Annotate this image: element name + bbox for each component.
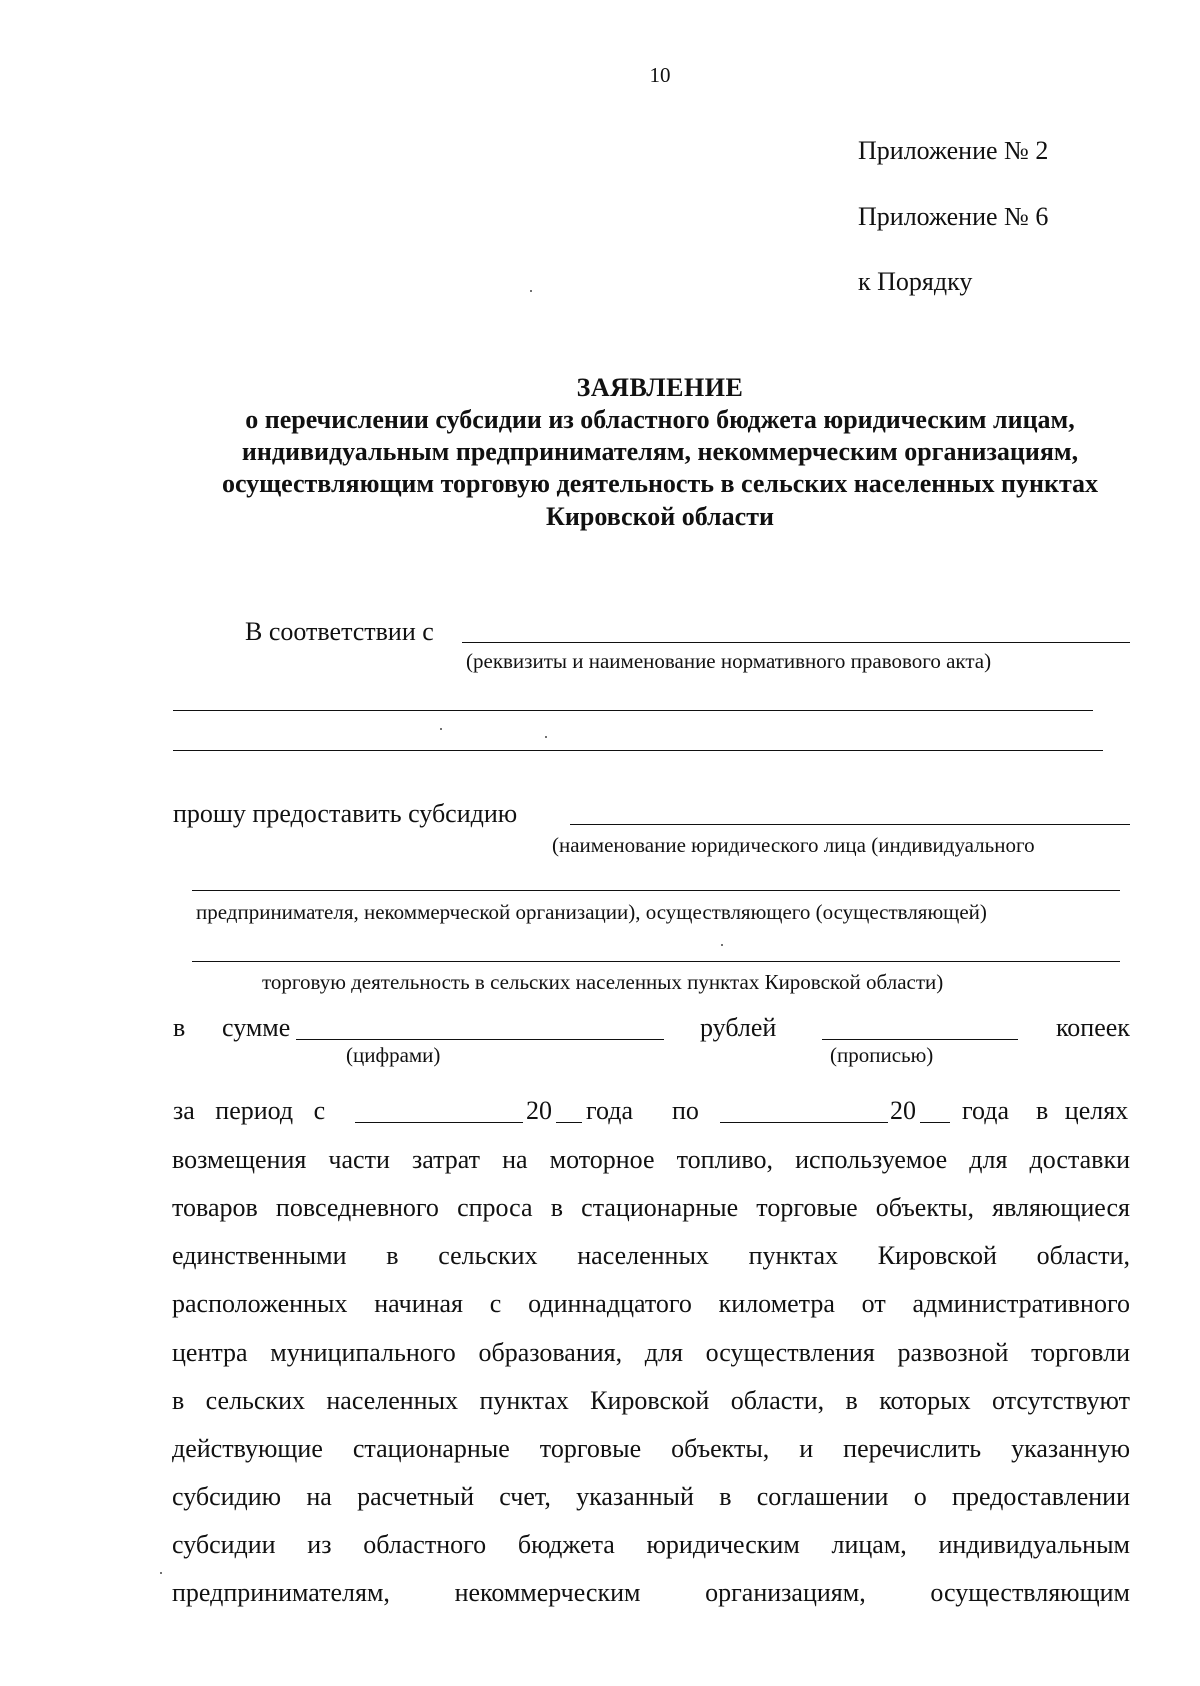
- sum-hint-words: (прописью): [830, 1043, 934, 1067]
- body-line-1: возмещения части затрат на моторное топливо, используемое для доставки: [172, 1145, 1130, 1174]
- blank-line-1: [173, 710, 1093, 711]
- body-line-5: центра муниципального образования, для осуществления развозной торговли: [172, 1338, 1130, 1367]
- purpose-start: в целях: [1036, 1096, 1129, 1125]
- request-fill-line-2: [192, 890, 1120, 891]
- accordance-hint: (реквизиты и наименование нормативного правового акта): [466, 649, 992, 673]
- kopecks-label: копеек: [1056, 1013, 1130, 1042]
- period-from-date-line: [355, 1122, 523, 1123]
- scan-speck: [721, 944, 723, 946]
- appendix-line-1: Приложение № 2: [858, 136, 1049, 165]
- request-label: прошу предоставить субсидию: [173, 799, 518, 828]
- body-line-6: в сельских населенных пунктах Кировской области, в которых отсутствуют: [172, 1386, 1130, 1415]
- body-line-10: предпринимателям, некоммерческим организациям, осуществляющим: [172, 1578, 1130, 1607]
- blank-line-2: [173, 750, 1103, 751]
- body-line-7: действующие стационарные торговые объекты, и перечислить указанную: [172, 1434, 1130, 1463]
- sum-words-line: [822, 1039, 1018, 1040]
- scan-speck: [160, 1572, 162, 1574]
- accordance-fill-line: [462, 642, 1130, 643]
- period-to-date-line: [720, 1122, 888, 1123]
- request-fill-line-3: [192, 961, 1120, 962]
- period-from-year-word: года: [586, 1096, 634, 1125]
- request-hint-1: (наименование юридического лица (индивидуального: [552, 833, 1035, 857]
- period-to: по: [672, 1096, 699, 1125]
- request-hint-3: торговую деятельность в сельских населенных пунктах Кировской области): [262, 970, 944, 994]
- period-to-year-line: [920, 1122, 950, 1123]
- rubles-label: рублей: [700, 1013, 777, 1042]
- sum-digits-line: [296, 1039, 664, 1040]
- page-number: 10: [649, 63, 671, 87]
- subtitle-line-4: Кировской области: [546, 502, 774, 531]
- scan-speck: [440, 728, 442, 730]
- body-line-8: субсидию на расчетный счет, указанный в соглашении о предоставлении: [172, 1482, 1130, 1511]
- accordance-label: В соответствии с: [245, 617, 434, 646]
- body-line-2: товаров повседневного спроса в стационарные торговые объекты, являющиеся: [172, 1193, 1130, 1222]
- document-title: ЗАЯВЛЕНИЕ: [576, 373, 744, 402]
- subtitle-line-2: индивидуальным предпринимателям, некоммерческим организациям,: [241, 437, 1079, 466]
- period-label: за период с: [173, 1096, 326, 1125]
- body-line-4: расположенных начиная с одиннадцатого километра от административного: [172, 1289, 1130, 1318]
- period-to-year-prefix: 20: [890, 1096, 916, 1125]
- subtitle-line-3: осуществляющим торговую деятельность в сельских населенных пунктах: [221, 469, 1099, 498]
- period-from-year-line: [556, 1122, 582, 1123]
- subtitle-line-1: о перечислении субсидии из областного бюджета юридическим лицам,: [245, 405, 1075, 434]
- scan-speck: [545, 736, 547, 738]
- sum-in: в: [173, 1013, 186, 1042]
- period-to-year-word: года: [962, 1096, 1010, 1125]
- sum-hint-digits: (цифрами): [346, 1043, 441, 1067]
- request-hint-2: предпринимателя, некоммерческой организации), осуществляющего (осуществляющей): [196, 900, 987, 924]
- appendix-line-2: Приложение № 6: [858, 202, 1049, 231]
- body-line-3: единственными в сельских населенных пунктах Кировской области,: [172, 1241, 1130, 1270]
- body-line-9: субсидии из областного бюджета юридическим лицам, индивидуальным: [172, 1530, 1130, 1559]
- appendix-line-3: к Порядку: [858, 267, 973, 296]
- period-from-year-prefix: 20: [526, 1096, 552, 1125]
- sum-label: сумме: [222, 1013, 291, 1042]
- request-fill-line: [570, 824, 1130, 825]
- scan-speck: [530, 290, 532, 292]
